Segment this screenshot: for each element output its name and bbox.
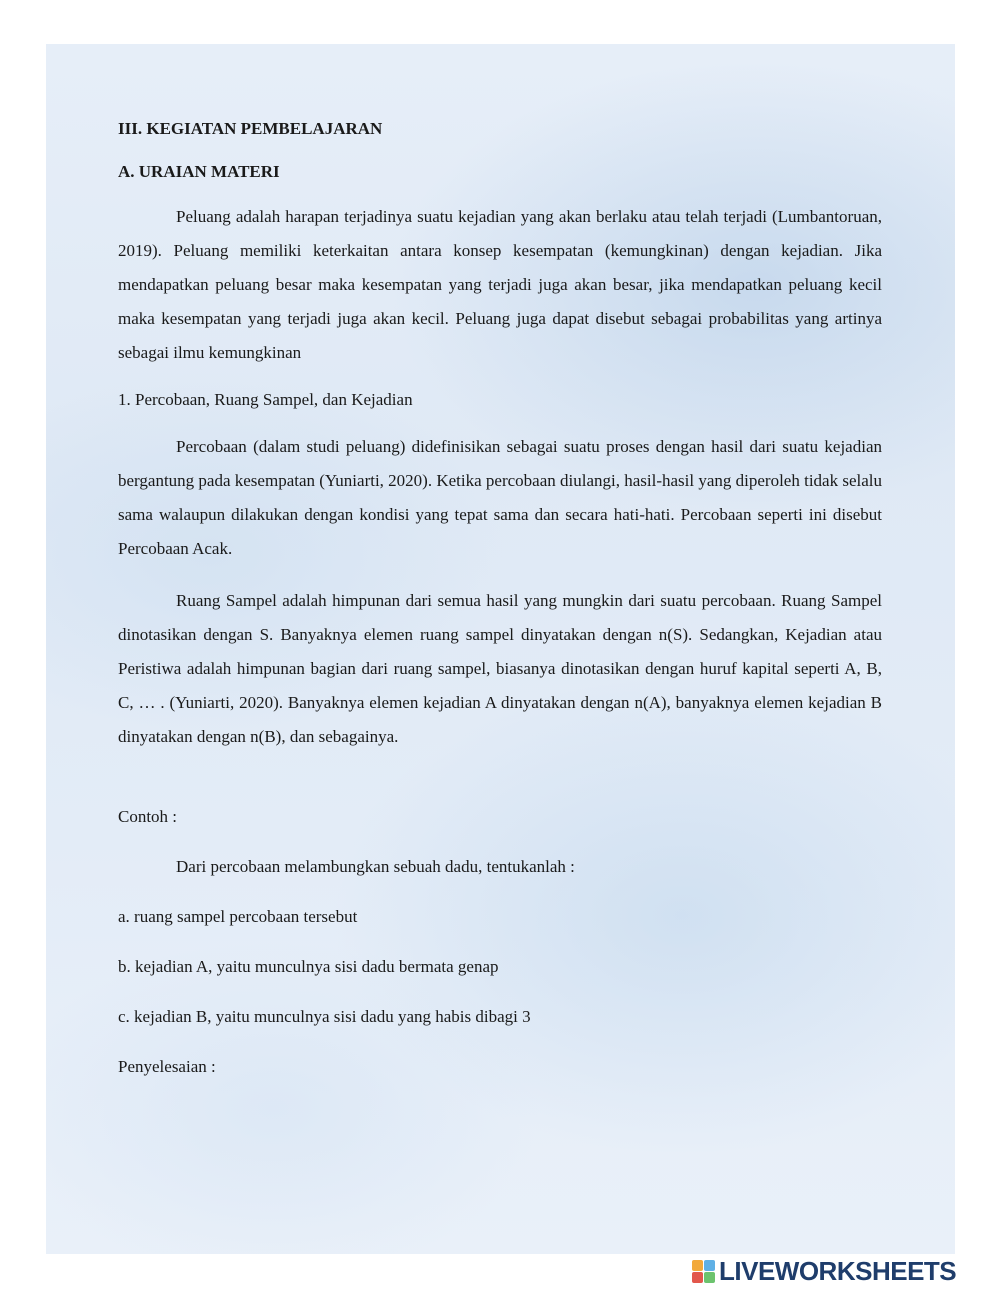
example-label: Contoh : <box>118 807 178 826</box>
example-item-a: a. ruang sampel percobaan tersebut <box>118 907 358 926</box>
paragraph-percobaan: Percobaan (dalam studi peluang) didefinisikan sebagai suatu proses dengan hasil dari suatu kejadian bergantung pada kesempatan (Yuniarti, 2020). Ketika percobaan diulangi, hasil-hasil yang diperoleh tidak selalu sama walaupun dilakukan dengan kondisi yang tepat sama dan secara hati-hati. Percobaan seperti ini disebut Percobaan Acak. <box>118 437 882 558</box>
solution-label: Penyelesaian : <box>118 1057 216 1076</box>
example-item-b: b. kejadian A, yaitu munculnya sisi dadu bermata genap <box>118 957 499 976</box>
logo-tile-icon <box>704 1272 715 1283</box>
brand-name: LIVEWORKSHEETS <box>719 1256 957 1286</box>
logo-tile-icon <box>704 1260 715 1271</box>
example-item-c: c. kejadian B, yaitu munculnya sisi dadu yang habis dibagi 3 <box>118 1007 531 1026</box>
paragraph-peluang: Peluang adalah harapan terjadinya suatu kejadian yang akan berlaku atau telah terjadi (Lumbantoruan, 2019). Peluang memiliki keterkaitan antara konsep kesempatan (kemungkinan) dengan kejadian. Jika mendapatkan peluang besar maka kesempatan yang terjadi juga akan besar, jika mendapatkan peluang kecil maka kesempatan yang terjadi juga akan kecil. Peluang juga dapat disebut sebagai probabilitas yang artinya sebagai ilmu kemungkinan <box>118 207 882 362</box>
example-prompt: Dari percobaan melambungkan sebuah dadu, tentukanlah : <box>176 857 575 876</box>
paragraph-ruang-sampel: Ruang Sampel adalah himpunan dari semua hasil yang mungkin dari suatu percobaan. Ruang Sampel dinotasikan dengan S. Banyaknya elemen ruang sampel dinyatakan dengan n(S). Sedangkan, Kejadian atau Peristiwa adalah himpunan bagian dari ruang sampel, biasanya dinotasikan dengan huruf kapital seperti A, B, C, … . (Yuniarti, 2020). Banyaknya elemen kejadian A dinyatakan dengan n(A), banyaknya elemen kejadian B dinyatakan dengan n(B), dan sebagainya. <box>118 591 882 746</box>
logo-tile-icon <box>692 1260 703 1271</box>
liveworksheets-logo-icon <box>692 1260 715 1283</box>
liveworksheets-brand <box>692 1258 956 1284</box>
topic-heading: 1. Percobaan, Ruang Sampel, dan Kejadian <box>118 390 413 409</box>
worksheet-page <box>46 44 955 1254</box>
section-title: III. KEGIATAN PEMBELAJARAN <box>118 119 383 138</box>
subsection-title: A. URAIAN MATERI <box>118 162 280 181</box>
logo-tile-icon <box>692 1272 703 1283</box>
